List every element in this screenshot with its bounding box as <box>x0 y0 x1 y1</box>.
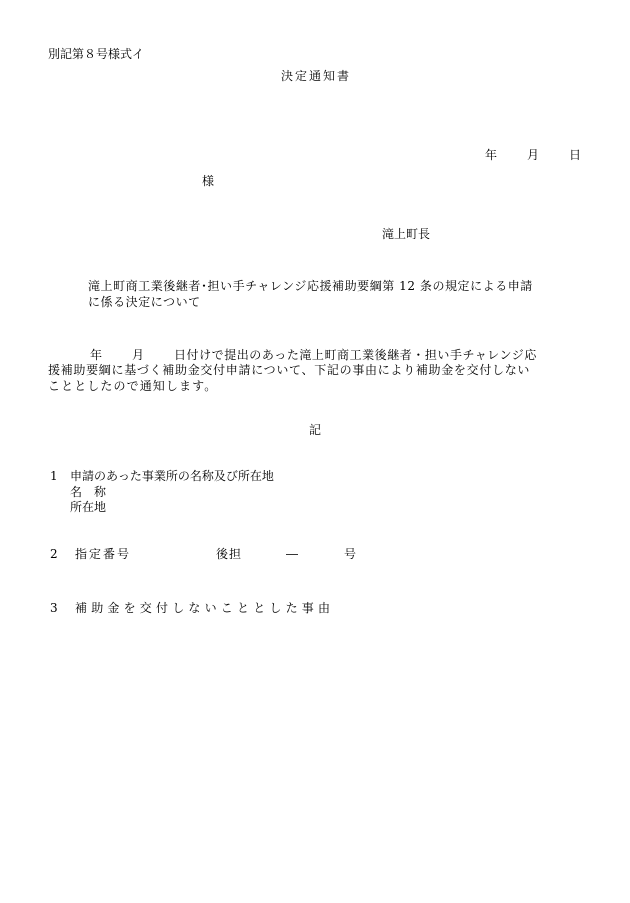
item-2-label: 指定番号 <box>75 547 132 561</box>
item-1-address-label: 所在地 <box>70 500 107 514</box>
date-month: 月 <box>527 148 540 162</box>
body-month: 月 <box>132 348 145 362</box>
item-1-name-label: 名 称 <box>70 485 107 499</box>
item-1-label: 申請のあった事業所の名称及び所在地 <box>70 469 274 483</box>
item-1-number: 1 <box>50 469 58 483</box>
item-3-number: 3 <box>50 601 58 615</box>
item-2-prefix: 後担 <box>216 547 243 561</box>
addressee-suffix: 様 <box>202 174 215 188</box>
item-3-label: 補助金を交付しないこととした事由 <box>75 601 335 615</box>
form-number: 別記第８号様式イ <box>48 47 145 61</box>
issuer-name: 滝上町長 <box>382 227 431 241</box>
date-day: 日 <box>569 148 582 162</box>
ki-heading: 記 <box>309 423 322 437</box>
body-line-2: 援補助要綱に基づく補助金交付申請について、下記の事由により補助金を交付しない <box>48 363 531 377</box>
item-2-dash: ― <box>286 547 298 561</box>
subject-line-1: 滝上町商工業後継者･担い手チャレンジ応援補助要綱第 12 条の規定による申請 <box>88 279 533 293</box>
item-2-number: 2 <box>50 547 58 561</box>
subject-line-2: に係る決定について <box>88 295 201 309</box>
body-line-1-rest: 日付けで提出のあった滝上町商工業後継者・担い手チャレンジ応 <box>174 348 537 362</box>
document-title: 決定通知書 <box>281 69 352 83</box>
item-2-suffix: 号 <box>344 547 357 561</box>
body-line-3: こととしたので通知します。 <box>48 379 218 393</box>
date-year: 年 <box>485 148 498 162</box>
body-year: 年 <box>90 348 103 362</box>
